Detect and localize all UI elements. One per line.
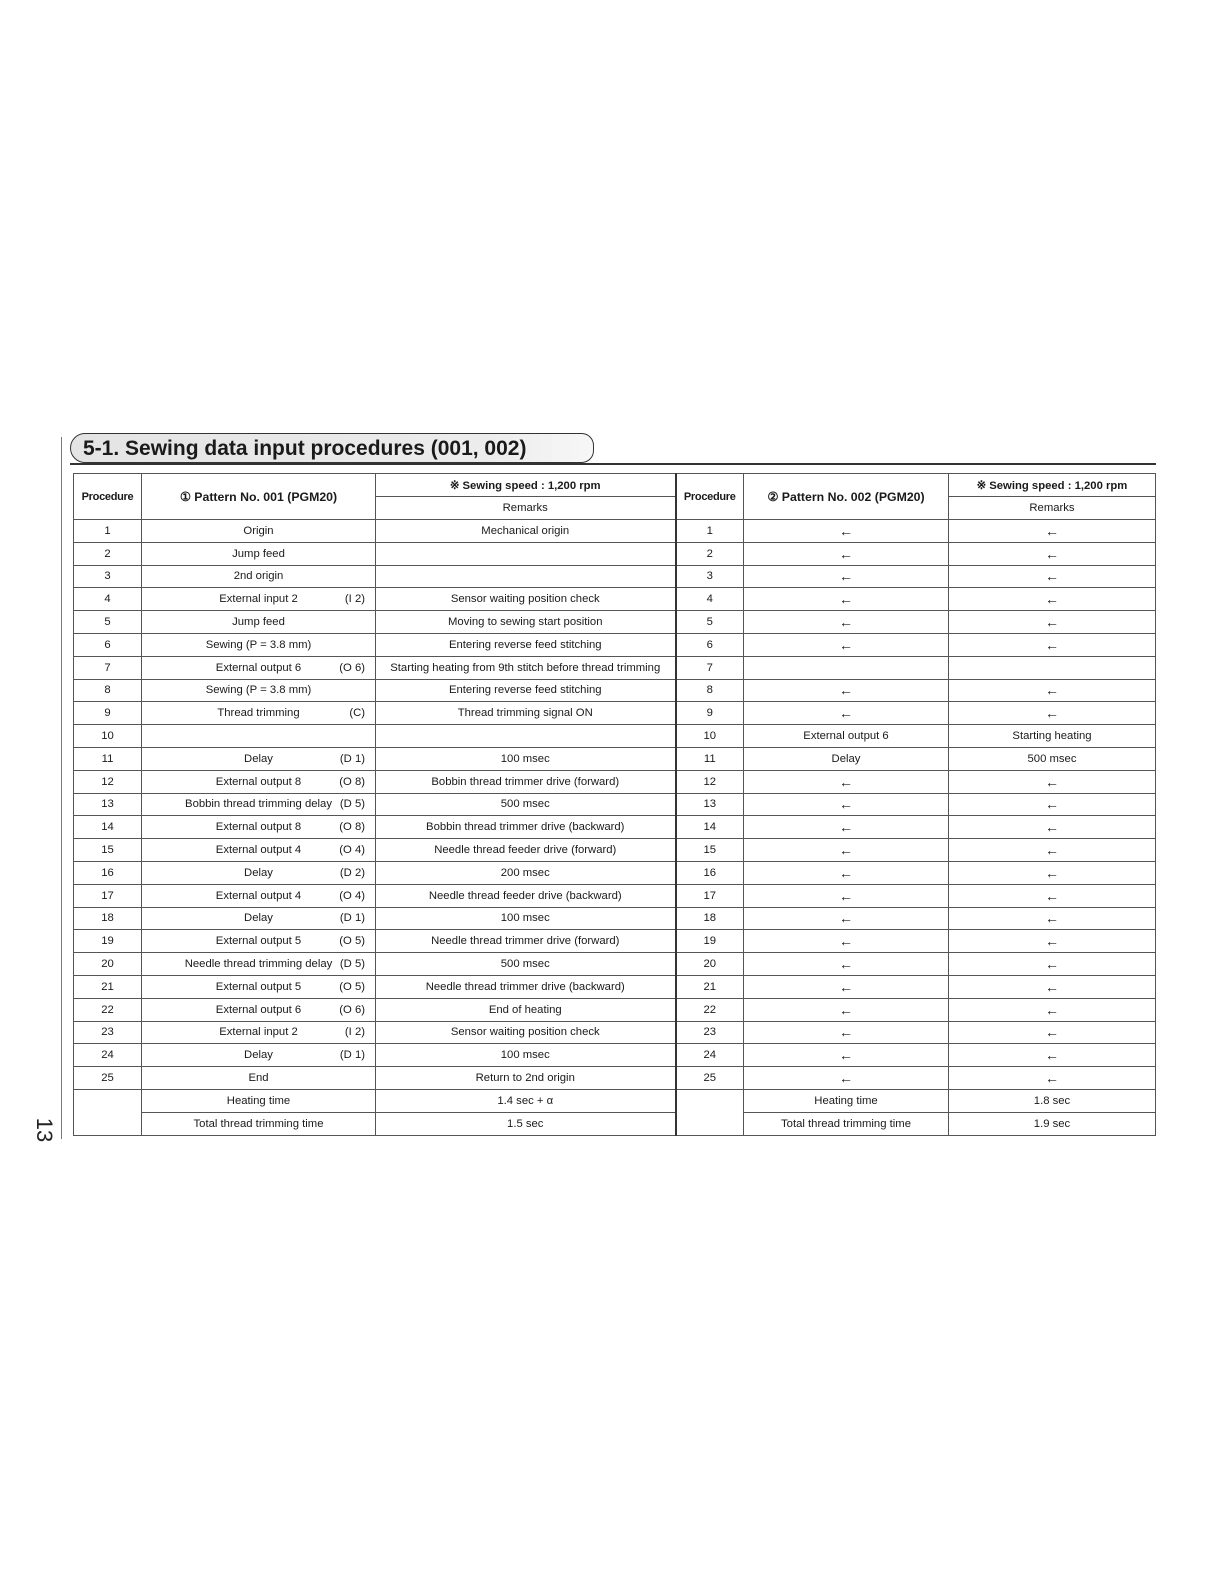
action-label: Bobbin thread trimming delay (185, 798, 332, 811)
same-as-left-arrow-icon: ← (949, 998, 1156, 1021)
action-001 (142, 1044, 376, 1067)
header-speed-002: ※ Sewing speed : 1,200 rpm (949, 474, 1156, 497)
procedure-number-001: 7 (74, 656, 142, 679)
action-code: (O 6) (339, 661, 365, 674)
action-001 (142, 770, 376, 793)
action-label: External input 2 (219, 593, 298, 606)
remarks-002 (949, 656, 1156, 679)
remarks-001: Moving to sewing start position (376, 611, 676, 634)
table-row (74, 1067, 1156, 1090)
procedure-number-001: 1 (74, 520, 142, 543)
same-as-left-arrow-icon: ← (949, 611, 1156, 634)
action-001 (142, 588, 376, 611)
heading-underline (70, 463, 1156, 465)
table-row (74, 770, 1156, 793)
procedure-number-001: 10 (74, 725, 142, 748)
procedure-number-002: 14 (676, 816, 744, 839)
same-as-left-arrow-icon: ← (949, 930, 1156, 953)
remarks-001: Thread trimming signal ON (376, 702, 676, 725)
action-code: (D 5) (339, 798, 365, 811)
procedure-number-001: 23 (74, 1021, 142, 1044)
action-code: (D 1) (339, 912, 365, 925)
action-001 (142, 633, 376, 656)
procedure-number-002: 15 (676, 839, 744, 862)
table-row (74, 633, 1156, 656)
action-label: Jump feed (232, 616, 285, 629)
same-as-left-arrow-icon: ← (949, 542, 1156, 565)
table-row (74, 884, 1156, 907)
procedure-number-002: 9 (676, 702, 744, 725)
action-label: External output 8 (215, 821, 302, 834)
footer-blank-2 (676, 1089, 744, 1135)
same-as-left-arrow-icon: ← (949, 1044, 1156, 1067)
heating-time-value-002: 1.8 sec (949, 1089, 1156, 1112)
table-row (74, 839, 1156, 862)
procedure-number-002: 13 (676, 793, 744, 816)
action-code: (O 5) (339, 980, 365, 993)
remarks-001: Needle thread feeder drive (backward) (376, 884, 676, 907)
procedure-table (73, 473, 1156, 1136)
remarks-001: Bobbin thread trimmer drive (backward) (376, 816, 676, 839)
action-001 (142, 861, 376, 884)
table-row (74, 679, 1156, 702)
page-number: 13 (32, 1117, 57, 1143)
action-code: (O 8) (339, 775, 365, 788)
table-row (74, 588, 1156, 611)
same-as-left-arrow-icon: ← (949, 702, 1156, 725)
same-as-left-arrow-icon: ← (949, 975, 1156, 998)
margin-rule (61, 437, 62, 1139)
procedure-number-002: 1 (676, 520, 744, 543)
same-as-left-arrow-icon: ← (744, 1044, 949, 1067)
remarks-001: Sensor waiting position check (376, 1021, 676, 1044)
remarks-001: Return to 2nd origin (376, 1067, 676, 1090)
same-as-left-arrow-icon: ← (949, 588, 1156, 611)
table-row (74, 725, 1156, 748)
procedure-number-001: 2 (74, 542, 142, 565)
header-procedure-1: Procedure (74, 474, 142, 520)
action-label: Sewing (P = 3.8 mm) (205, 684, 312, 697)
remarks-001: 100 msec (376, 1044, 676, 1067)
same-as-left-arrow-icon: ← (949, 1021, 1156, 1044)
action-code: (D 2) (339, 866, 365, 879)
action-code: (O 4) (339, 889, 365, 902)
procedure-number-002: 21 (676, 975, 744, 998)
action-001 (142, 611, 376, 634)
procedure-number-002: 3 (676, 565, 744, 588)
action-code: (D 1) (339, 752, 365, 765)
action-label: Jump feed (232, 547, 285, 560)
same-as-left-arrow-icon: ← (949, 953, 1156, 976)
header-pattern-002: ② Pattern No. 002 (PGM20) (744, 474, 949, 520)
procedure-number-002: 6 (676, 633, 744, 656)
action-code: (O 8) (339, 821, 365, 834)
action-001 (142, 565, 376, 588)
action-code: (O 5) (339, 935, 365, 948)
action-001 (142, 930, 376, 953)
action-001 (142, 953, 376, 976)
action-001 (142, 679, 376, 702)
procedure-number-001: 21 (74, 975, 142, 998)
same-as-left-arrow-icon: ← (949, 816, 1156, 839)
same-as-left-arrow-icon: ← (744, 930, 949, 953)
section-heading (70, 433, 1156, 467)
procedure-number-002: 20 (676, 953, 744, 976)
procedure-number-001: 8 (74, 679, 142, 702)
action-code: (O 6) (339, 1003, 365, 1016)
header-pattern-001: ① Pattern No. 001 (PGM20) (142, 474, 376, 520)
procedure-number-001: 12 (74, 770, 142, 793)
table-row (74, 656, 1156, 679)
total-trim-time-label-002: Total thread trimming time (744, 1112, 949, 1135)
same-as-left-arrow-icon: ← (744, 975, 949, 998)
header-remarks-002: Remarks (949, 497, 1156, 520)
procedure-number-002: 24 (676, 1044, 744, 1067)
table-row (74, 953, 1156, 976)
procedure-number-002: 2 (676, 542, 744, 565)
table-row (74, 793, 1156, 816)
procedure-number-002: 23 (676, 1021, 744, 1044)
remarks-001 (376, 725, 676, 748)
procedure-number-001: 20 (74, 953, 142, 976)
procedure-number-001: 16 (74, 861, 142, 884)
same-as-left-arrow-icon: ← (949, 565, 1156, 588)
procedure-number-002: 8 (676, 679, 744, 702)
same-as-left-arrow-icon: ← (744, 1021, 949, 1044)
procedure-number-002: 10 (676, 725, 744, 748)
remarks-001: Needle thread trimmer drive (forward) (376, 930, 676, 953)
procedure-number-002: 18 (676, 907, 744, 930)
action-code: (D 1) (339, 1049, 365, 1062)
remarks-001: Entering reverse feed stitching (376, 679, 676, 702)
action-code: (O 4) (339, 844, 365, 857)
same-as-left-arrow-icon: ← (744, 565, 949, 588)
remarks-001: End of heating (376, 998, 676, 1021)
remarks-001: Needle thread trimmer drive (backward) (376, 975, 676, 998)
action-label: External output 6 (215, 1003, 302, 1016)
action-001 (142, 702, 376, 725)
action-label: External input 2 (219, 1026, 298, 1039)
procedure-number-002: 17 (676, 884, 744, 907)
action-code: (I 2) (344, 1026, 365, 1039)
action-label: Origin (243, 524, 274, 537)
action-001 (142, 975, 376, 998)
action-001 (142, 816, 376, 839)
same-as-left-arrow-icon: ← (744, 816, 949, 839)
remarks-001: Entering reverse feed stitching (376, 633, 676, 656)
section-title: 5-1. Sewing data input procedures (001, 002) (70, 433, 594, 463)
remarks-001: Bobbin thread trimmer drive (forward) (376, 770, 676, 793)
procedure-number-002: 7 (676, 656, 744, 679)
procedure-number-001: 4 (74, 588, 142, 611)
remarks-001: 200 msec (376, 861, 676, 884)
table-row (74, 520, 1156, 543)
action-001 (142, 520, 376, 543)
action-code: (I 2) (344, 593, 365, 606)
heating-time-label-002: Heating time (744, 1089, 949, 1112)
action-label: Delay (244, 912, 273, 925)
same-as-left-arrow-icon: ← (949, 884, 1156, 907)
table-row (74, 907, 1156, 930)
remarks-001: Mechanical origin (376, 520, 676, 543)
procedure-number-001: 14 (74, 816, 142, 839)
table-row (74, 930, 1156, 953)
same-as-left-arrow-icon: ← (744, 1067, 949, 1090)
action-label: End (248, 1072, 269, 1085)
same-as-left-arrow-icon: ← (744, 998, 949, 1021)
procedure-number-002: 25 (676, 1067, 744, 1090)
same-as-left-arrow-icon: ← (949, 520, 1156, 543)
remarks-001: Sensor waiting position check (376, 588, 676, 611)
same-as-left-arrow-icon: ← (744, 884, 949, 907)
procedure-number-002: 11 (676, 747, 744, 770)
action-002 (744, 656, 949, 679)
table-row (74, 747, 1156, 770)
procedure-number-001: 19 (74, 930, 142, 953)
table-row (74, 998, 1156, 1021)
table-row (74, 861, 1156, 884)
action-001 (142, 656, 376, 679)
action-001 (142, 998, 376, 1021)
remarks-001: Needle thread feeder drive (forward) (376, 839, 676, 862)
action-label: Needle thread trimming delay (184, 958, 333, 971)
action-label: Delay (244, 752, 273, 765)
procedure-number-001: 9 (74, 702, 142, 725)
table-row (74, 1021, 1156, 1044)
same-as-left-arrow-icon: ← (949, 679, 1156, 702)
same-as-left-arrow-icon: ← (744, 520, 949, 543)
table-row (74, 1044, 1156, 1067)
total-trim-time-label-001: Total thread trimming time (142, 1112, 376, 1135)
same-as-left-arrow-icon: ← (744, 611, 949, 634)
procedure-number-002: 12 (676, 770, 744, 793)
remarks-002: Starting heating (949, 725, 1156, 748)
action-001 (142, 839, 376, 862)
heating-time-value-001: 1.4 sec + α (376, 1089, 676, 1112)
action-label: External output 5 (215, 980, 302, 993)
remarks-001: 500 msec (376, 953, 676, 976)
same-as-left-arrow-icon: ← (744, 679, 949, 702)
action-002: External output 6 (744, 725, 949, 748)
same-as-left-arrow-icon: ← (949, 861, 1156, 884)
procedure-number-001: 6 (74, 633, 142, 656)
action-001 (142, 1067, 376, 1090)
procedure-number-001: 5 (74, 611, 142, 634)
action-label: Thread trimming (217, 707, 300, 720)
action-001 (142, 747, 376, 770)
action-label: External output 4 (215, 889, 302, 902)
procedure-number-001: 3 (74, 565, 142, 588)
remarks-001: 100 msec (376, 907, 676, 930)
procedure-number-001: 25 (74, 1067, 142, 1090)
header-remarks-001: Remarks (376, 497, 676, 520)
remarks-001: Starting heating from 9th stitch before thread trimming (376, 656, 676, 679)
table-row (74, 565, 1156, 588)
procedure-number-002: 4 (676, 588, 744, 611)
heating-time-label-001: Heating time (142, 1089, 376, 1112)
procedure-number-001: 17 (74, 884, 142, 907)
remarks-001: 500 msec (376, 793, 676, 816)
same-as-left-arrow-icon: ← (744, 907, 949, 930)
same-as-left-arrow-icon: ← (949, 907, 1156, 930)
remarks-001: 100 msec (376, 747, 676, 770)
action-label: Sewing (P = 3.8 mm) (205, 638, 312, 651)
same-as-left-arrow-icon: ← (744, 861, 949, 884)
total-trim-time-value-002: 1.9 sec (949, 1112, 1156, 1135)
table-row (74, 542, 1156, 565)
same-as-left-arrow-icon: ← (744, 839, 949, 862)
procedure-number-002: 22 (676, 998, 744, 1021)
action-label: External output 6 (215, 661, 302, 674)
action-001 (142, 542, 376, 565)
remarks-001 (376, 565, 676, 588)
action-001 (142, 725, 376, 748)
action-001 (142, 884, 376, 907)
action-001 (142, 907, 376, 930)
procedure-number-001: 18 (74, 907, 142, 930)
procedure-number-002: 19 (676, 930, 744, 953)
same-as-left-arrow-icon: ← (744, 588, 949, 611)
remarks-001 (376, 542, 676, 565)
procedure-number-002: 16 (676, 861, 744, 884)
same-as-left-arrow-icon: ← (949, 793, 1156, 816)
same-as-left-arrow-icon: ← (744, 770, 949, 793)
procedure-number-001: 11 (74, 747, 142, 770)
procedure-number-001: 13 (74, 793, 142, 816)
same-as-left-arrow-icon: ← (744, 542, 949, 565)
table-row (74, 702, 1156, 725)
action-label: External output 8 (215, 775, 302, 788)
table-row (74, 975, 1156, 998)
same-as-left-arrow-icon: ← (949, 1067, 1156, 1090)
procedure-number-001: 22 (74, 998, 142, 1021)
procedure-number-001: 15 (74, 839, 142, 862)
same-as-left-arrow-icon: ← (949, 633, 1156, 656)
procedure-number-002: 5 (676, 611, 744, 634)
same-as-left-arrow-icon: ← (744, 793, 949, 816)
action-code: (C) (349, 707, 365, 720)
same-as-left-arrow-icon: ← (744, 633, 949, 656)
header-speed-001: ※ Sewing speed : 1,200 rpm (376, 474, 676, 497)
table-row (74, 816, 1156, 839)
header-procedure-2: Procedure (676, 474, 744, 520)
action-label: 2nd origin (233, 570, 284, 583)
same-as-left-arrow-icon: ← (744, 702, 949, 725)
action-001 (142, 1021, 376, 1044)
same-as-left-arrow-icon: ← (949, 839, 1156, 862)
action-002: Delay (744, 747, 949, 770)
same-as-left-arrow-icon: ← (949, 770, 1156, 793)
procedure-number-001: 24 (74, 1044, 142, 1067)
footer-blank-1 (74, 1089, 142, 1135)
total-trim-time-value-001: 1.5 sec (376, 1112, 676, 1135)
action-001 (142, 793, 376, 816)
action-label: Delay (244, 1049, 273, 1062)
action-label: External output 4 (215, 844, 302, 857)
table-row (74, 611, 1156, 634)
action-label: External output 5 (215, 935, 302, 948)
same-as-left-arrow-icon: ← (744, 953, 949, 976)
action-code: (D 5) (339, 958, 365, 971)
remarks-002: 500 msec (949, 747, 1156, 770)
action-label: Delay (244, 866, 273, 879)
